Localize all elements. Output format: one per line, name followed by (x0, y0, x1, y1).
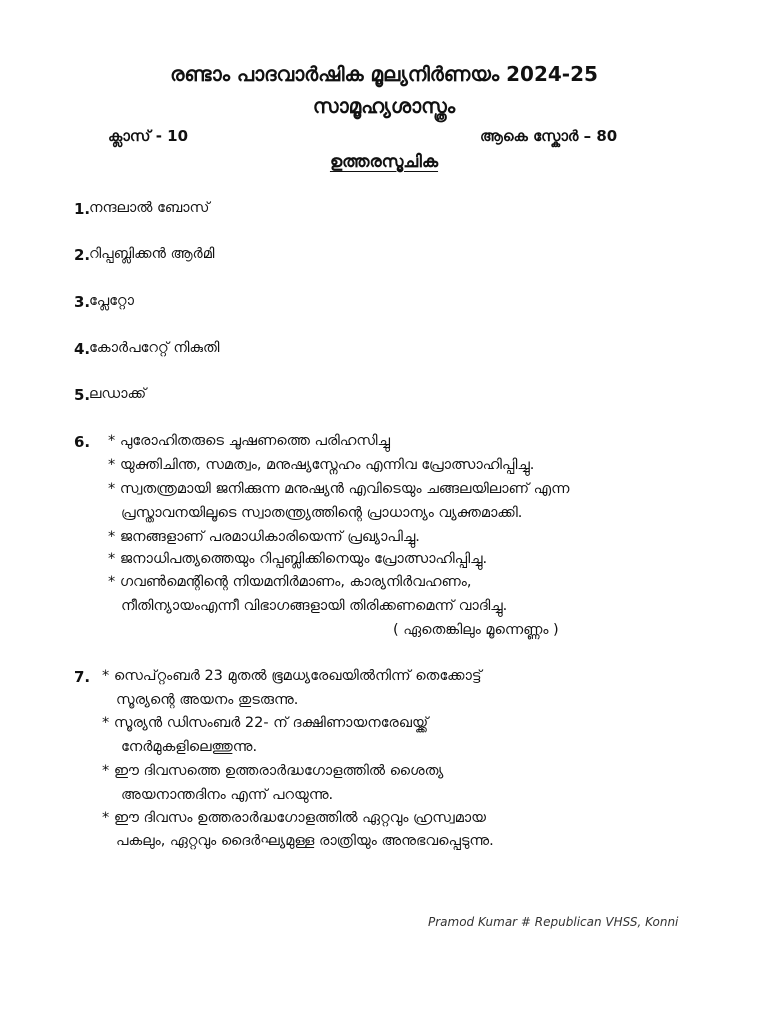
answer-7-line: * ഈ ദിവസം ഉത്തരാർദ്ധഗോളത്തിൽ ഏറ്റവും ഹ്രസ്വമായ (102, 810, 486, 826)
answer-7-line: നേർമുകളിലെത്തുന്നു. (121, 739, 258, 755)
answer-7-line: അയനാന്തദിനം എന്ന് പറയുന്നു. (121, 787, 334, 803)
footer-credit: Pramod Kumar # Republican VHSS, Konni (428, 915, 679, 929)
answer-6-line: * പുരോഹിതരുടെ ചൂഷണത്തെ പരിഹസിച്ചു (108, 433, 390, 449)
answer-7-line: * ഈ ദിവസത്തെ ഉത്തരാർദ്ധഗോളത്തിൽ ശൈത്യ (102, 763, 444, 779)
question-number-5: 5. (74, 386, 91, 404)
answer-6-line: * ഗവൺമെന്റിന്റെ നിയമനിർമാണം, കാര്യനിർവഹണം, (108, 574, 472, 590)
question-number-7: 7. (74, 668, 91, 686)
total-score-label: ആകെ സ്കോർ – 80 (480, 127, 618, 145)
answer-4: കോർപറേറ്റ് നികുതി (89, 340, 220, 356)
question-number-6: 6. (74, 433, 91, 451)
answer-6-note: ( ഏതെങ്കിലും മൂന്നെണ്ണം ) (393, 622, 559, 638)
answer-6-line: പ്രസ്താവനയിലൂടെ സ്വാതന്ത്ര്യത്തിന്റെ പ്രാധാന്യം വ്യക്തമാക്കി. (121, 505, 523, 521)
question-number-2: 2. (74, 246, 91, 264)
answer-2: റിപ്പബ്ലിക്കൻ ആർമി (89, 246, 215, 262)
answer-6-line: * യുക്തിചിന്ത, സമത്വം, മനുഷ്യസ്നേഹം എന്നിവ പ്രോത്സാഹിപ്പിച്ചു. (108, 457, 535, 473)
answer-6-line: * സ്വതന്ത്രമായി ജനിക്കുന്ന മനുഷ്യൻ എവിടെയും ചങ്ങലയിലാണ് എന്ന (108, 481, 570, 497)
answer-7-line: പകലും, ഏറ്റവും ദൈർഘ്യമുള്ള രാത്രിയും അനുഭവപ്പെടുന്നു. (116, 833, 494, 849)
answer-6-line: നീതിന്യായംഎന്നീ വിഭാഗങ്ങളായി തിരിക്കണമെന്ന് വാദിച്ചു. (121, 598, 508, 614)
answer-key-heading: ഉത്തരസൂചിക (329, 152, 439, 172)
answer-7-line: സൂര്യന്റെ അയനം തുടരുന്നു. (116, 692, 299, 708)
answer-7-line: * സെപ്റ്റംബർ 23 മുതൽ ഭൂമധ്യരേഖയിൽനിന്ന് തെക്കോട്ട് (102, 668, 482, 684)
subject-title: സാമൂഹ്യശാസ്ത്രം (312, 94, 456, 118)
answer-3: പ്ലേറ്റോ (89, 293, 134, 309)
answer-6-line: * ജനങ്ങളാണ് പരമാധികാരിയെന്ന് പ്രഖ്യാപിച്ചു. (108, 529, 420, 545)
answer-1: നന്ദലാൽ ബോസ് (89, 200, 210, 216)
answer-5: ലഡാക്ക് (89, 386, 147, 402)
answer-7-line: * സൂര്യൻ ഡിസംബർ 22- ന് ദക്ഷിണായനരേഖയ്ക്ക് (102, 715, 429, 731)
class-label: ക്ലാസ് - 10 (108, 127, 189, 145)
exam-title: രണ്ടാം പാദവാർഷിക മൂല്യനിർണയം 2024-25 (170, 62, 598, 86)
answer-6-line: * ജനാധിപത്യത്തെയും റിപ്പബ്ലിക്കിനെയും പ്രോത്സാഹിപ്പിച്ചു. (108, 551, 488, 567)
question-number-4: 4. (74, 340, 91, 358)
question-number-3: 3. (74, 293, 91, 311)
question-number-1: 1. (74, 200, 91, 218)
